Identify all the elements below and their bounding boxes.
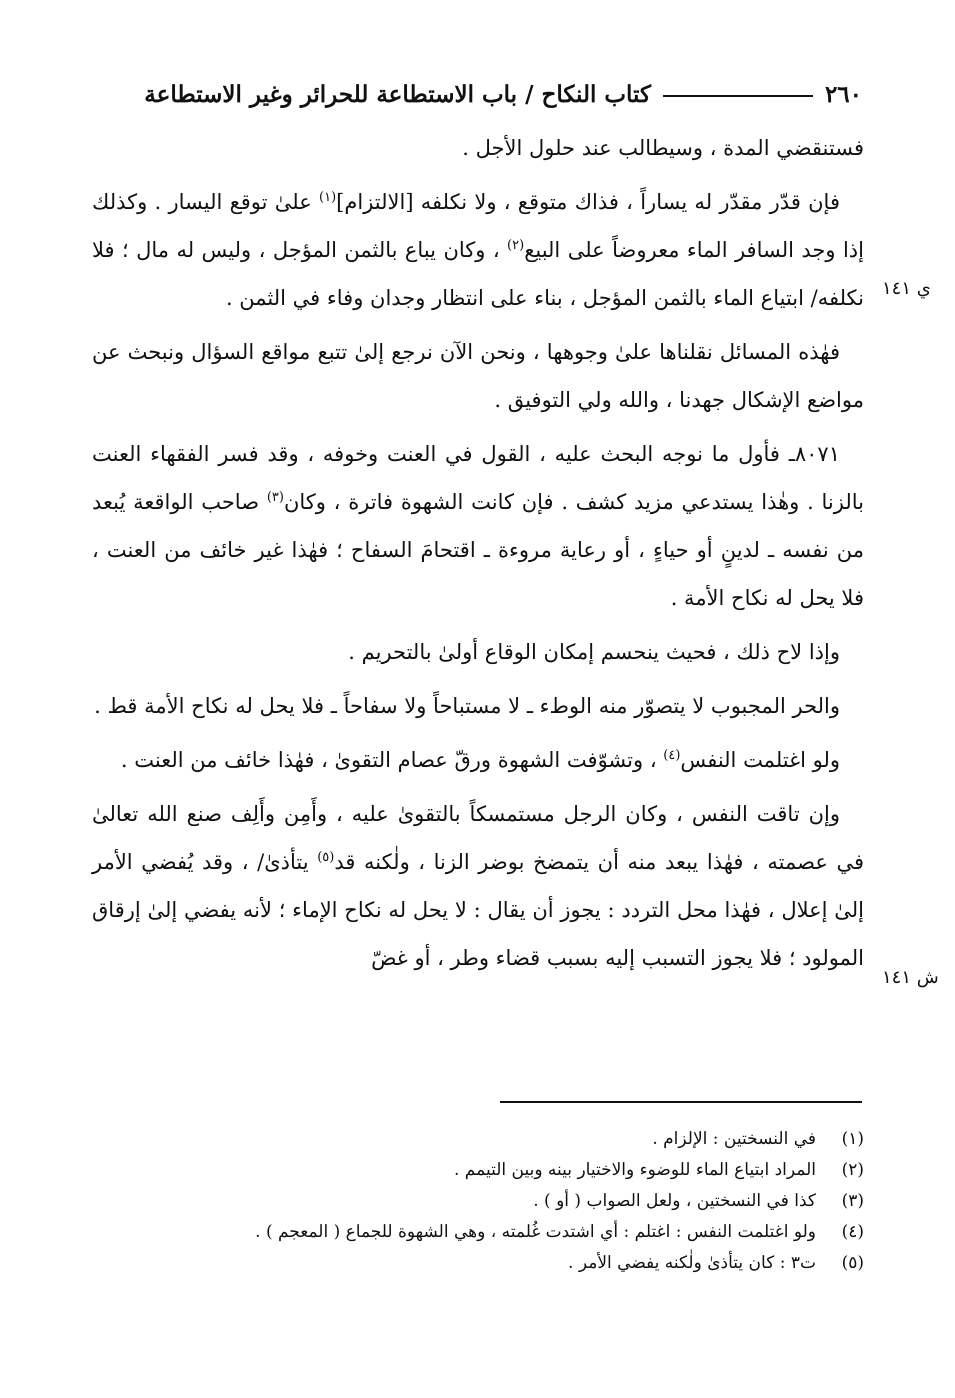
footnote-text: ت٣ : كان يتأذىٰ ولٰكنه يفضي الأمر . — [568, 1253, 816, 1273]
footnote-ref[interactable]: (١) — [319, 190, 337, 205]
footnote-number: (٢) — [841, 1160, 864, 1180]
footnote-text: ولو اغتلمت النفس : اغتلم : أي اشتدت غُلمته ، وهي الشهوة للجماع ( المعجم ) . — [255, 1222, 816, 1242]
footnote-text: المراد ابتياع الماء للوضوء والاختيار بينه وبين التيمم . — [454, 1160, 816, 1180]
footnote — [92, 1155, 864, 1186]
footnote-ref[interactable]: (٢) — [507, 238, 525, 253]
paragraph: ٨٠٧١ـ فأول ما نوجه البحث عليه ، القول في العنت وخوفه ، وقد فسر الفقهاء العنت بالزنا . وهٰذا يستدعي مزيد كشف . فإن كانت الشهوة فاترة ، وكان$^{(٣)}$ صاحب الواقعة يُبعد من نفسه ـ لدينٍ أو حياءٍ ، أو رعاية مروءة ـ اقتحامَ السفاح ؛ فهٰذا غير خائف من العنت ، فلا يحل له نكاح الأمة . — [92, 442, 864, 610]
paragraph: فستنقضي المدة ، وسيطالب عند حلول الأجل . — [462, 136, 864, 160]
paragraph: ولو اغتلمت النفس$^{(٤)}$ ، وتشوّفت الشهوة ورقّ عصام التقوىٰ ، فهٰذا خائف من العنت . — [120, 748, 840, 772]
margin-note: ش ١٤١ — [882, 967, 939, 988]
footnote-number: (٥) — [841, 1253, 864, 1273]
footnote-text: كذا في النسختين ، ولعل الصواب ( أو ) . — [533, 1191, 816, 1211]
footnote-divider — [500, 1101, 862, 1103]
page-number: ٢٦٠ — [824, 80, 862, 108]
paragraph: وإن تاقت النفس ، وكان الرجل مستمسكاً بالتقوىٰ عليه ، وأَمِن وأَلِف صنع الله تعالىٰ في عصمته ، فهٰذا يبعد منه أن يتمضخ بوضر الزنا ، ولٰكنه قد$^{(٥)}$ يتأذىٰ/ ، وقد يُفضي الأمر إلىٰ إعلال ، فهٰذا محل التردد : يجوز أن يقال : لا يحل له نكاح الإماء ؛ لأنه يفضي إلىٰ إرقاق المولود ؛ فلا يجوز التسبب إليه بسبب قضاء وطر ، أو غضّ — [92, 802, 864, 970]
paragraph: وإذا لاح ذلك ، فحيث ينحسم إمكان الوقاع أولىٰ بالتحريم . — [348, 640, 840, 664]
footnote — [92, 1217, 864, 1248]
footnote — [92, 1248, 864, 1279]
page-header — [92, 74, 862, 114]
body-text — [92, 124, 864, 988]
margin-note: ي ١٤١ — [882, 278, 931, 299]
footnote-text: في النسختين : الإلزام . — [652, 1129, 816, 1149]
paragraph: والحر المجبوب لا يتصوّر منه الوطء ـ لا مستباحاً ولا سفاحاً ـ فلا يحل له نكاح الأمة قط . — [94, 694, 840, 718]
paragraph: فهٰذه المسائل نقلناها علىٰ وجوهها ، ونحن الآن نرجع إلىٰ تتبع مواقع السؤال ونبحث عن مواضع الإشكال جهدنا ، والله ولي التوفيق . — [92, 340, 864, 412]
footnote — [92, 1124, 864, 1155]
paragraph: فإن قدّر مقدّر له يساراً ، فذاك متوقع ، ولا نكلفه [الالتزام]$^{(١)}$ علىٰ توقع اليسار . وكذلك إذا وجد السافر الماء معروضاً على البيع$^{(٢)}$ ، وكان يباع بالثمن المؤجل ، وليس له مال ؛ فلا نكلفه/ ابتياع الماء بالثمن المؤجل ، بناء على انتظار وجدان وفاء في الثمن . — [92, 190, 864, 310]
footnote-ref[interactable]: (٤) — [663, 748, 681, 763]
footnote-number: (١) — [841, 1129, 864, 1149]
header-rule — [663, 95, 813, 97]
footnote-ref[interactable]: (٣) — [266, 490, 284, 505]
running-title: كتاب النكاح / باب الاستطاعة للحرائر وغير الاستطاعة — [144, 80, 651, 108]
footnote — [92, 1186, 864, 1217]
footnote-ref[interactable]: (٥) — [317, 850, 335, 865]
footnote-number: (٣) — [841, 1191, 864, 1211]
footnote-number: (٤) — [841, 1222, 864, 1242]
footnotes — [92, 1124, 864, 1279]
